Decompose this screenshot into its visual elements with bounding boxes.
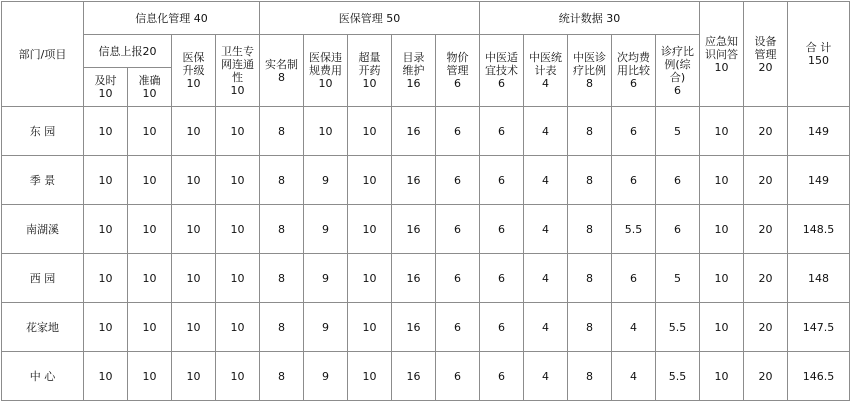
table-cell: 10 [216,156,260,205]
table-cell: 6 [480,156,524,205]
table-cell: 20 [744,107,788,156]
row-dept-cell: 季 景 [2,156,84,205]
table-cell: 10 [128,303,172,352]
group-header-stats: 统计数据 30 [480,2,700,35]
table-body [2,107,850,401]
col-header-price: 物价 管理 6 [436,35,480,107]
table-cell: 6 [480,205,524,254]
score-table [1,1,850,401]
table-cell: 8 [260,107,304,156]
table-cell: 6 [480,303,524,352]
table-cell: 10 [128,254,172,303]
table-cell: 6 [612,107,656,156]
table-cell: 9 [304,156,348,205]
table-cell: 20 [744,205,788,254]
col-header-timely: 及时 10 [84,68,128,107]
row-dept-cell: 花家地 [2,303,84,352]
col-header-tcm-stat: 中医统 计表 4 [524,35,568,107]
table-cell: 20 [744,352,788,401]
col-header-accurate: 准确 10 [128,68,172,107]
table-cell: 5 [656,107,700,156]
table-row [2,303,850,352]
table-cell: 9 [304,254,348,303]
table-cell: 6 [480,352,524,401]
table-cell: 10 [700,303,744,352]
table-cell: 8 [260,254,304,303]
table-cell: 6 [612,254,656,303]
table-cell: 20 [744,156,788,205]
table-cell: 6 [436,303,480,352]
table-cell: 4 [524,156,568,205]
table-cell: 8 [260,303,304,352]
table-cell: 4 [612,303,656,352]
table-cell: 10 [84,156,128,205]
table-cell: 20 [744,303,788,352]
table-cell: 10 [172,352,216,401]
table-cell: 10 [216,205,260,254]
table-cell: 147.5 [788,303,850,352]
table-cell: 149 [788,107,850,156]
table-cell: 10 [700,107,744,156]
table-cell: 10 [84,254,128,303]
table-cell: 10 [128,352,172,401]
col-header-tcm-ratio: 中医诊 疗比例 8 [568,35,612,107]
table-row [2,254,850,303]
table-cell: 6 [480,107,524,156]
table-cell: 10 [216,303,260,352]
table-cell: 10 [84,303,128,352]
table-cell: 20 [744,254,788,303]
table-row [2,352,850,401]
col-header-medins-upgrade: 医保 升级 10 [172,35,216,107]
table-cell: 10 [348,205,392,254]
table-cell: 10 [216,352,260,401]
table-cell: 10 [84,205,128,254]
table-cell: 10 [128,107,172,156]
table-cell: 10 [84,352,128,401]
group-header-medins: 医保管理 50 [260,2,480,35]
table-cell: 5 [656,254,700,303]
table-cell: 10 [172,303,216,352]
table-cell: 10 [216,107,260,156]
table-cell: 148 [788,254,850,303]
table-cell: 10 [700,205,744,254]
table-cell: 16 [392,107,436,156]
table-cell: 4 [524,205,568,254]
col-header-health-net: 卫生专 网连通 性 10 [216,35,260,107]
table-cell: 16 [392,156,436,205]
table-cell: 8 [260,352,304,401]
table-cell: 10 [172,156,216,205]
table-cell: 8 [568,107,612,156]
col-header-avg-cost: 次均费 用比较 6 [612,35,656,107]
table-cell: 10 [348,107,392,156]
table-cell: 16 [392,254,436,303]
table-cell: 10 [172,107,216,156]
table-cell: 9 [304,352,348,401]
table-cell: 8 [260,156,304,205]
table-row [2,205,850,254]
table-cell: 6 [436,205,480,254]
table-cell: 10 [348,156,392,205]
row-dept-cell: 南湖溪 [2,205,84,254]
col-header-violation: 医保违 规费用 10 [304,35,348,107]
table-cell: 4 [524,303,568,352]
table-cell: 8 [260,205,304,254]
table-cell: 16 [392,303,436,352]
table-cell: 10 [304,107,348,156]
table-cell: 6 [612,156,656,205]
table-cell: 8 [568,254,612,303]
table-cell: 10 [700,156,744,205]
table-cell: 10 [216,254,260,303]
table-cell: 4 [524,107,568,156]
table-cell: 149 [788,156,850,205]
table-cell: 5.5 [656,352,700,401]
row-dept-cell: 东 园 [2,107,84,156]
table-cell: 10 [700,254,744,303]
col-header-treat-ratio: 诊疗比 例(综 合) 6 [656,35,700,107]
table-cell: 10 [172,254,216,303]
table-cell: 16 [392,205,436,254]
subgroup-header-info-upload: 信息上报20 [84,35,172,68]
table-cell: 10 [348,303,392,352]
table-cell: 9 [304,205,348,254]
table-row [2,156,850,205]
col-header-emergency: 应急知 识问答 10 [700,2,744,107]
table-cell: 10 [348,254,392,303]
table-cell: 10 [128,156,172,205]
table-cell: 8 [568,303,612,352]
col-header-total: 合 计 150 [788,2,850,107]
col-header-equipment: 设备 管理 20 [744,2,788,107]
table-cell: 16 [392,352,436,401]
table-cell: 5.5 [656,303,700,352]
table-cell: 10 [172,205,216,254]
table-cell: 6 [656,205,700,254]
table-cell: 5.5 [612,205,656,254]
table-cell: 6 [436,156,480,205]
table-cell: 8 [568,156,612,205]
table-cell: 6 [436,107,480,156]
col-header-catalog: 目录 维护 16 [392,35,436,107]
col-header-realname: 实名制 8 [260,35,304,107]
group-header-info: 信息化管理 40 [84,2,260,35]
table-cell: 4 [524,254,568,303]
table-cell: 6 [480,254,524,303]
table-cell: 4 [612,352,656,401]
table-row [2,107,850,156]
table-cell: 4 [524,352,568,401]
table-cell: 6 [436,254,480,303]
col-header-overdose: 超量 开药 10 [348,35,392,107]
table-cell: 6 [656,156,700,205]
table-cell: 10 [700,352,744,401]
table-cell: 146.5 [788,352,850,401]
table-cell: 6 [436,352,480,401]
table-cell: 10 [128,205,172,254]
table-cell: 10 [348,352,392,401]
table-cell: 9 [304,303,348,352]
col-header-tcm-tech: 中医适 宜技术 6 [480,35,524,107]
table-cell: 8 [568,352,612,401]
table-cell: 10 [84,107,128,156]
header-row-groups [2,2,850,35]
table-cell: 148.5 [788,205,850,254]
table-cell: 8 [568,205,612,254]
row-dept-cell: 中 心 [2,352,84,401]
corner-header: 部门/项目 [2,2,84,107]
row-dept-cell: 西 园 [2,254,84,303]
